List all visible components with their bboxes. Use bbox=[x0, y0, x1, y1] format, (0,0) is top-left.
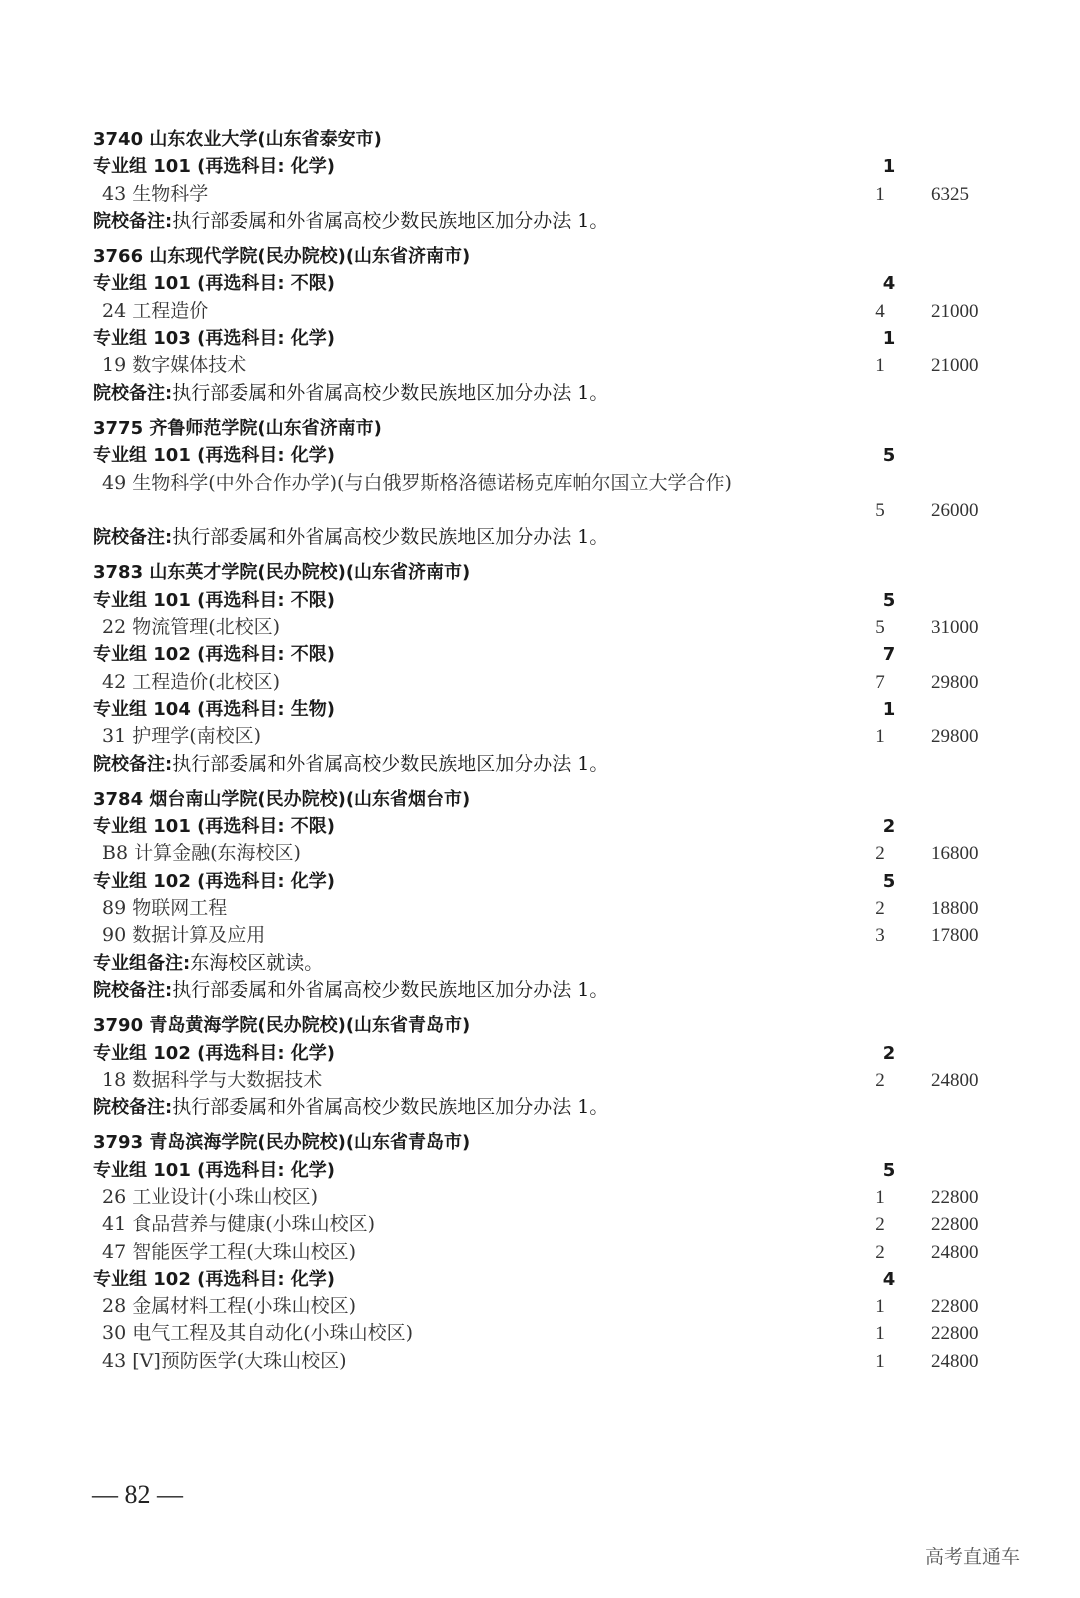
major-group: 专业组 102 (再选科目: 不限) 7 bbox=[93, 641, 1013, 668]
school-note: 院校备注:执行部委属和外省属高校少数民族地区加分办法 1。 bbox=[93, 209, 609, 232]
group-count: 1 bbox=[882, 156, 896, 178]
major-count: 2 bbox=[875, 843, 885, 865]
group-count: 2 bbox=[882, 1042, 896, 1064]
group-count: 4 bbox=[882, 1268, 896, 1290]
major-group: 专业组 101 (再选科目: 不限) 5 bbox=[93, 587, 1013, 614]
major-row: B8 计算金融(东海校区) 2 16800 bbox=[93, 840, 1013, 867]
major-count: 2 bbox=[875, 1214, 885, 1236]
major-count: 5 bbox=[875, 499, 885, 521]
group-note: 专业组备注:东海校区就读。 bbox=[93, 951, 324, 974]
major-group: 专业组 101 (再选科目: 不限) 2 bbox=[93, 813, 1013, 840]
tuition-fee: 24800 bbox=[931, 1069, 979, 1091]
major-row: 43 [V]预防医学(大珠山校区) 1 24800 bbox=[93, 1348, 1013, 1375]
school-header: 3793 青岛滨海学院(民办院校)(山东省青岛市) bbox=[93, 1132, 471, 1154]
major-count: 2 bbox=[875, 1069, 885, 1091]
major-group: 专业组 102 (再选科目: 化学) 4 bbox=[93, 1266, 1013, 1293]
school-note: 院校备注:执行部委属和外省属高校少数民族地区加分办法 1。 bbox=[93, 752, 609, 775]
tuition-fee: 22800 bbox=[931, 1296, 979, 1318]
major-group: 专业组 104 (再选科目: 生物) 1 bbox=[93, 696, 1013, 723]
major-row: 30 电气工程及其自动化(小珠山校区) 1 22800 bbox=[93, 1320, 1013, 1347]
major-group: 专业组 102 (再选科目: 化学) 5 bbox=[93, 868, 1013, 895]
school-note: 院校备注:执行部委属和外省属高校少数民族地区加分办法 1。 bbox=[93, 381, 609, 404]
group-count: 1 bbox=[882, 328, 896, 350]
major-count: 1 bbox=[875, 355, 885, 377]
major-row: 43 生物科学 1 6325 bbox=[93, 181, 1013, 208]
major-row: 31 护理学(南校区) 1 29800 bbox=[93, 723, 1013, 750]
major-row-continued bbox=[93, 497, 1013, 524]
school-header: 3766 山东现代学院(民办院校)(山东省济南市) bbox=[93, 246, 471, 268]
tuition-fee: 22800 bbox=[931, 1323, 979, 1345]
major-row: 49 生物科学(中外合作办学)(与白俄罗斯格洛德诺杨克库帕尔国立大学合作) bbox=[102, 471, 732, 494]
school-header: 3783 山东英才学院(民办院校)(山东省济南市) bbox=[93, 562, 471, 584]
major-count: 7 bbox=[875, 671, 885, 693]
major-row: 41 食品营养与健康(小珠山校区) 2 22800 bbox=[93, 1211, 1013, 1238]
page-number: — 82 — bbox=[92, 1480, 183, 1509]
major-count: 2 bbox=[875, 898, 885, 920]
tuition-fee: 21000 bbox=[931, 355, 979, 377]
watermark: 高考直通车 bbox=[925, 1546, 1021, 1568]
major-count: 3 bbox=[875, 925, 885, 947]
major-group: 专业组 101 (再选科目: 不限) 4 bbox=[93, 270, 1013, 297]
group-count: 5 bbox=[882, 1159, 896, 1181]
major-group: 专业组 101 (再选科目: 化学) 5 bbox=[93, 442, 1013, 469]
school-note: 院校备注:执行部委属和外省属高校少数民族地区加分办法 1。 bbox=[93, 1096, 609, 1119]
group-count: 2 bbox=[882, 816, 896, 838]
tuition-fee: 17800 bbox=[931, 925, 979, 947]
tuition-fee: 6325 bbox=[931, 183, 969, 205]
group-count: 4 bbox=[882, 273, 896, 295]
group-count: 5 bbox=[882, 870, 896, 892]
group-count: 5 bbox=[882, 589, 896, 611]
group-count: 7 bbox=[882, 644, 896, 666]
tuition-fee: 21000 bbox=[931, 300, 979, 322]
major-row: 90 数据计算及应用 3 17800 bbox=[93, 922, 1013, 949]
major-count: 1 bbox=[875, 183, 885, 205]
tuition-fee: 18800 bbox=[931, 898, 979, 920]
school-header: 3784 烟台南山学院(民办院校)(山东省烟台市) bbox=[93, 788, 471, 810]
major-group: 专业组 103 (再选科目: 化学) 1 bbox=[93, 325, 1013, 352]
school-note: 院校备注:执行部委属和外省属高校少数民族地区加分办法 1。 bbox=[93, 526, 609, 549]
school-header: 3740 山东农业大学(山东省泰安市) bbox=[93, 129, 382, 150]
major-group: 专业组 102 (再选科目: 化学) 2 bbox=[93, 1040, 1013, 1067]
tuition-fee: 22800 bbox=[931, 1214, 979, 1236]
major-count: 5 bbox=[875, 617, 885, 639]
school-header: 3790 青岛黄海学院(民办院校)(山东省青岛市) bbox=[93, 1015, 471, 1037]
tuition-fee: 26000 bbox=[931, 499, 979, 521]
major-count: 1 bbox=[875, 1323, 885, 1345]
major-row: 19 数字媒体技术 1 21000 bbox=[93, 352, 1013, 379]
tuition-fee: 29800 bbox=[931, 671, 979, 693]
tuition-fee: 24800 bbox=[931, 1350, 979, 1372]
major-row: 42 工程造价(北校区) 7 29800 bbox=[93, 669, 1013, 696]
major-group: 专业组 101 (再选科目: 化学) 5 bbox=[93, 1157, 1013, 1184]
tuition-fee: 29800 bbox=[931, 726, 979, 748]
tuition-fee: 16800 bbox=[931, 843, 979, 865]
major-count: 2 bbox=[875, 1241, 885, 1263]
school-note: 院校备注:执行部委属和外省属高校少数民族地区加分办法 1。 bbox=[93, 978, 609, 1001]
major-row: 22 物流管理(北校区) 5 31000 bbox=[93, 614, 1013, 641]
major-row: 24 工程造价 4 21000 bbox=[93, 298, 1013, 325]
major-count: 1 bbox=[875, 726, 885, 748]
tuition-fee: 22800 bbox=[931, 1186, 979, 1208]
major-row: 47 智能医学工程(大珠山校区) 2 24800 bbox=[93, 1239, 1013, 1266]
major-count: 4 bbox=[875, 300, 885, 322]
major-count: 1 bbox=[875, 1186, 885, 1208]
tuition-fee: 24800 bbox=[931, 1241, 979, 1263]
major-row: 89 物联网工程 2 18800 bbox=[93, 895, 1013, 922]
tuition-fee: 31000 bbox=[931, 617, 979, 639]
major-row: 18 数据科学与大数据技术 2 24800 bbox=[93, 1067, 1013, 1094]
major-group: 专业组 101 (再选科目: 化学) 1 bbox=[93, 153, 1013, 180]
major-row: 26 工业设计(小珠山校区) 1 22800 bbox=[93, 1184, 1013, 1211]
major-count: 1 bbox=[875, 1350, 885, 1372]
major-count: 1 bbox=[875, 1296, 885, 1318]
group-count: 1 bbox=[882, 698, 896, 720]
school-header: 3775 齐鲁师范学院(山东省济南市) bbox=[93, 417, 382, 439]
admissions-listing bbox=[93, 126, 1013, 1375]
group-count: 5 bbox=[882, 445, 896, 467]
major-row: 28 金属材料工程(小珠山校区) 1 22800 bbox=[93, 1293, 1013, 1320]
